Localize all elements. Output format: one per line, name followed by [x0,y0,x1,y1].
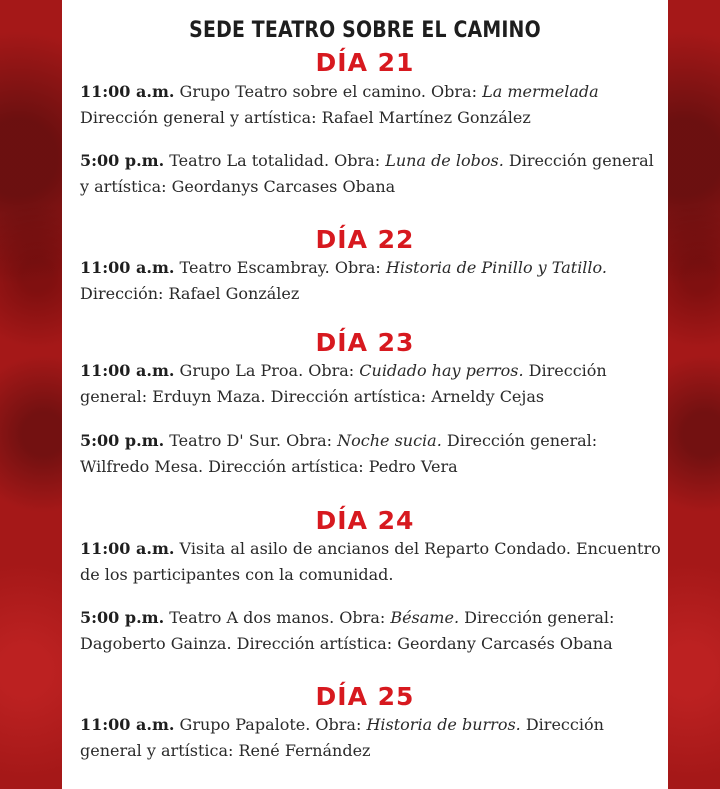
event-day22-1 [80,255,665,307]
event-work-title: Cuidado hay perros. [359,361,524,380]
event-time: 5:00 p.m. [80,151,165,170]
event-credits: Dirección general: Wilfredo Mesa. Dirección artística: Pedro Vera [80,431,598,476]
red-border-left [0,0,62,789]
event-time: 11:00 a.m. [80,82,175,101]
day-24-title: DÍA 24 [315,506,415,535]
event-credits: Dirección general: Erduyn Maza. Dirección artística: Arneldy Cejas [80,361,607,406]
day-22-title: DÍA 22 [315,225,415,254]
event-work-title: Historia de Pinillo y Tatillo. [385,258,607,277]
program-panel [62,0,668,789]
event-credits: Dirección: Rafael González [80,284,300,303]
event-day23-1 [80,358,665,410]
event-work-title: La mermelada [482,82,599,101]
event-text: Teatro La totalidad. Obra: [164,151,386,170]
event-text: Teatro A dos manos. Obra: [164,608,391,627]
event-time: 11:00 a.m. [80,539,175,558]
event-day21-1 [80,79,665,131]
event-time: 5:00 p.m. [80,431,165,450]
event-day24-2 [80,605,665,657]
day-21-title: DÍA 21 [315,48,415,77]
day-23-title: DÍA 23 [315,328,415,357]
red-border-right [668,0,720,789]
event-work-title: Bésame. [390,608,460,627]
event-credits: Dirección general: Dagoberto Gainza. Dirección artística: Geordany Carcasés Obana [80,608,615,653]
event-work-title: Noche sucia. [337,431,442,450]
venue-title: SEDE TEATRO SOBRE EL CAMINO [189,18,541,43]
event-credits: Dirección general y artística: Rafael Martínez González [80,108,531,127]
event-day23-2 [80,428,665,480]
event-time: 11:00 a.m. [80,715,175,734]
event-text: Grupo Papalote. Obra: [174,715,367,734]
event-credits: Dirección general y artística: Geordanys Carcases Obana [80,151,654,196]
event-text: Teatro Escambray. Obra: [174,258,386,277]
event-day24-1 [80,536,665,588]
event-text: Grupo La Proa. Obra: [174,361,360,380]
event-day25-1 [80,712,665,764]
event-work-title: Historia de burros. [366,715,521,734]
event-text: Visita al asilo de ancianos del Reparto Condado. Encuentro de los participantes con la comunidad. [80,539,661,584]
day-25-title: DÍA 25 [315,682,415,711]
event-work-title: Luna de lobos. [385,151,504,170]
event-text: Teatro D' Sur. Obra: [164,431,338,450]
event-day21-2 [80,148,665,200]
event-credits: Dirección general y artística: René Fernández [80,715,604,760]
event-text: Grupo Teatro sobre el camino. Obra: [174,82,483,101]
event-time: 5:00 p.m. [80,608,165,627]
event-time: 11:00 a.m. [80,258,175,277]
event-time: 11:00 a.m. [80,361,175,380]
